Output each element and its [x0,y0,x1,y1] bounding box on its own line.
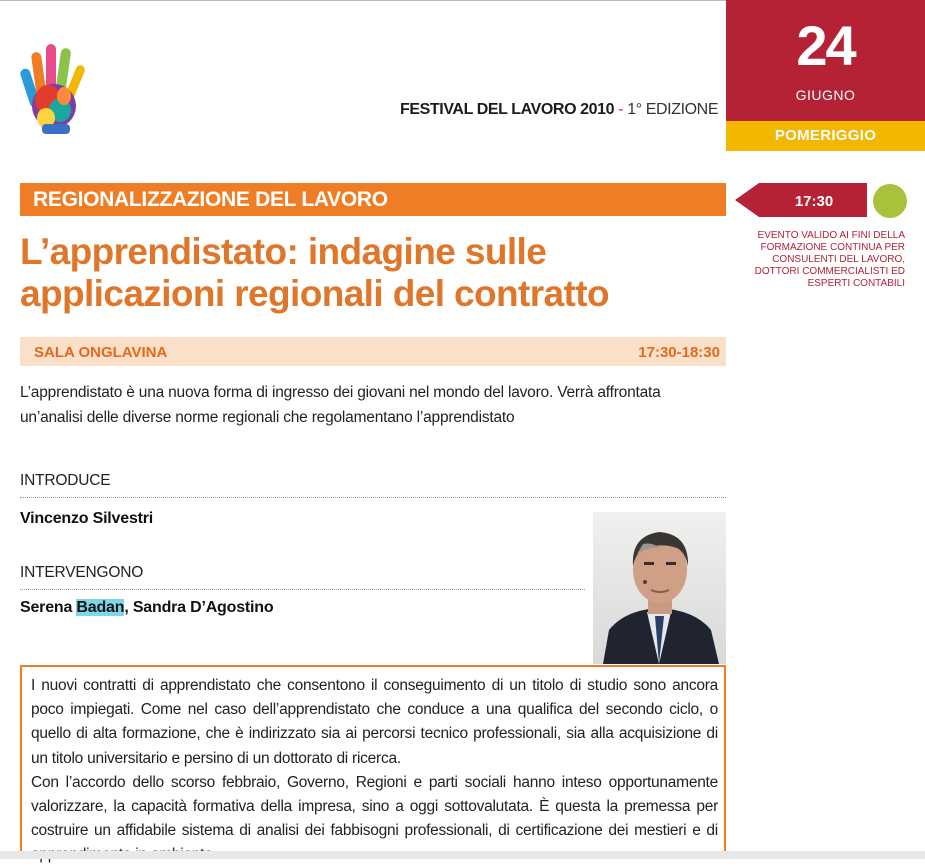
festival-name: FESTIVAL DEL LAVORO 2010 [400,101,615,118]
room-bar [20,337,726,366]
green-dot-icon [873,184,907,218]
colorful-hands-logo-icon [20,38,98,136]
header-separator: - [614,101,628,118]
festival-edition: 1° EDIZIONE [627,101,719,118]
speaker1-first-name: Serena [20,599,73,616]
event-title-line1: L’apprendistato: indagine sulle [20,231,547,272]
body-paragraph-1: I nuovi contratti di apprendistato che consentono il conseguimento di un titolo di studio sono ancora poco impiegati. Come nel caso dell’apprendistato che conduce a una qualifica del secondo ciclo, o quello di alta formazione, che è indirizzato sia ai percorsi tecnico professionali, sia alla acquisizione di un titolo universitario e persino di un dottorato di ricerca. [31,677,718,767]
introducer-name: Vincenzo Silvestri [20,510,154,527]
room-name: SALA ONGLAVINA [34,344,168,361]
category-label: REGIONALIZZAZIONE DEL LAVORO [33,188,388,211]
introduce-label: INTRODUCE [20,472,111,489]
speaker1-last-name: Badan [76,599,125,616]
date-month: GIUGNO [795,87,856,103]
speakers-list [20,599,273,617]
date-box [726,0,925,121]
speaker2-name: , Sandra D’Agostino [124,599,274,616]
credit-note: EVENTO VALIDO AI FINI DELLA FORMAZIONE CONTINUA PER CONSULENTI DEL LAVORO, DOTTORI COMMERCIALISTI ED ESPERTI CONTABILI [754,230,905,289]
time-arrow-badge [735,183,867,217]
category-bar [20,183,726,216]
body-text-box [20,665,726,853]
speaker-photo [593,512,726,664]
body-paragraph-2: Con l’accordo dello scorso febbraio, Governo, Regioni e parti sociali hanno inteso opportunamente valorizzare, la capacità formativa della impresa, sino a oggi sottovalutata. È questa la premessa per costruire un affidabile sistema di analisi dei fabbisogni professionali, di certificazione dei mestieri e di [31,773,718,840]
bottom-border [0,851,925,859]
event-title-line2: applicazioni regionali del contratto [20,273,609,314]
event-description: L’apprendistato è una nuova forma di ingresso dei giovani nel mondo del lavoro. Verrà affrontata un’analisi delle diverse norme regionali che regolamentano l’apprendistato [20,384,661,426]
introduce-divider [20,497,726,498]
event-title [20,231,730,315]
intervengono-label: INTERVENGONO [20,564,144,581]
event-hours: 17:30-18:30 [638,344,720,361]
festival-header [400,101,718,119]
event-time: 17:30 [794,193,834,210]
session-badge: POMERIGGIO [726,121,925,151]
intervengono-divider [20,589,585,590]
date-day: 24 [796,14,855,77]
